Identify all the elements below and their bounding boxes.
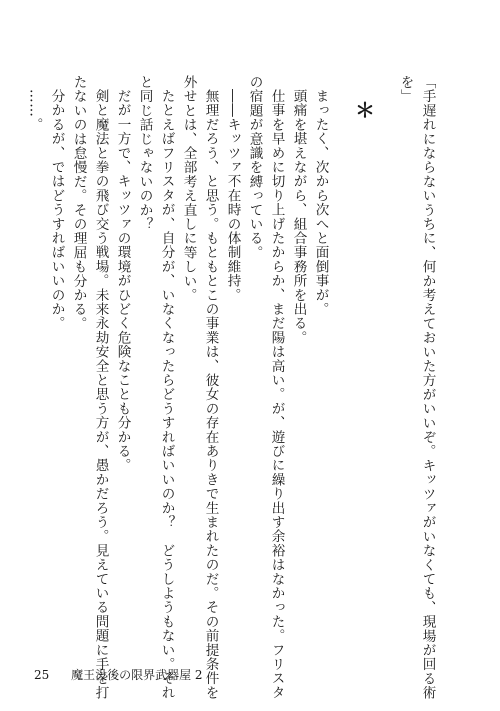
text-line-1: 「手遅れにならないうちに、何か考えておいた方がいいぞ。キッツァがいなくても、現場が回る術 xyxy=(419,75,436,700)
text-line-15: 分かるが、ではどうすればいいのか。 xyxy=(48,89,65,331)
text-line-14: たないのは怠慢だ。その理屈も分かる。 xyxy=(70,75,87,331)
book-title: 魔王没後の限界武器屋 2 xyxy=(71,668,203,682)
text-line-9: 外せとは、全部考え直しに等しい。 xyxy=(180,75,197,303)
text-line-5: 仕事を早めに切り上げたからか、まだ陽は高い。が、遊びに繰り出す余裕はなかった。フリスタ xyxy=(268,89,285,700)
text-line-3: まったく、次から次へと面倒事が。 xyxy=(312,89,329,317)
text-line-16: ……。 xyxy=(26,89,43,132)
text-line-8: 無理だろう、と思う。もともとこの事業は、彼女の存在ありきで生まれたのだ。その前提条件を xyxy=(202,89,219,700)
text-line-6: の宿題が意識を縛っている。 xyxy=(246,75,263,260)
text-line-11: と同じ話じゃないのか？ xyxy=(136,75,153,232)
text-line-2: を」 xyxy=(397,75,414,104)
page-number: 25 xyxy=(34,668,50,682)
text-line-7: ――キッツァ不在時の体制維持。 xyxy=(224,89,241,302)
page-footer xyxy=(34,666,203,683)
text-line-10: たとえばフリスタが、自分が、いなくなったらどうすればいいのか？ どうしようもない。それ xyxy=(158,89,175,700)
text-line-4: 頭痛を堪えながら、組合事務所を出る。 xyxy=(290,89,307,345)
text-line-13: 剣と魔法と拳の飛び交う戦場。未来永劫安全と思う方が、愚かだろう。見えている問題に手を打 xyxy=(92,89,109,700)
section-divider: ＊ xyxy=(355,98,375,122)
text-line-12: だが一方で、キッツァの環境がひどく危険なことも分かる。 xyxy=(114,89,131,473)
